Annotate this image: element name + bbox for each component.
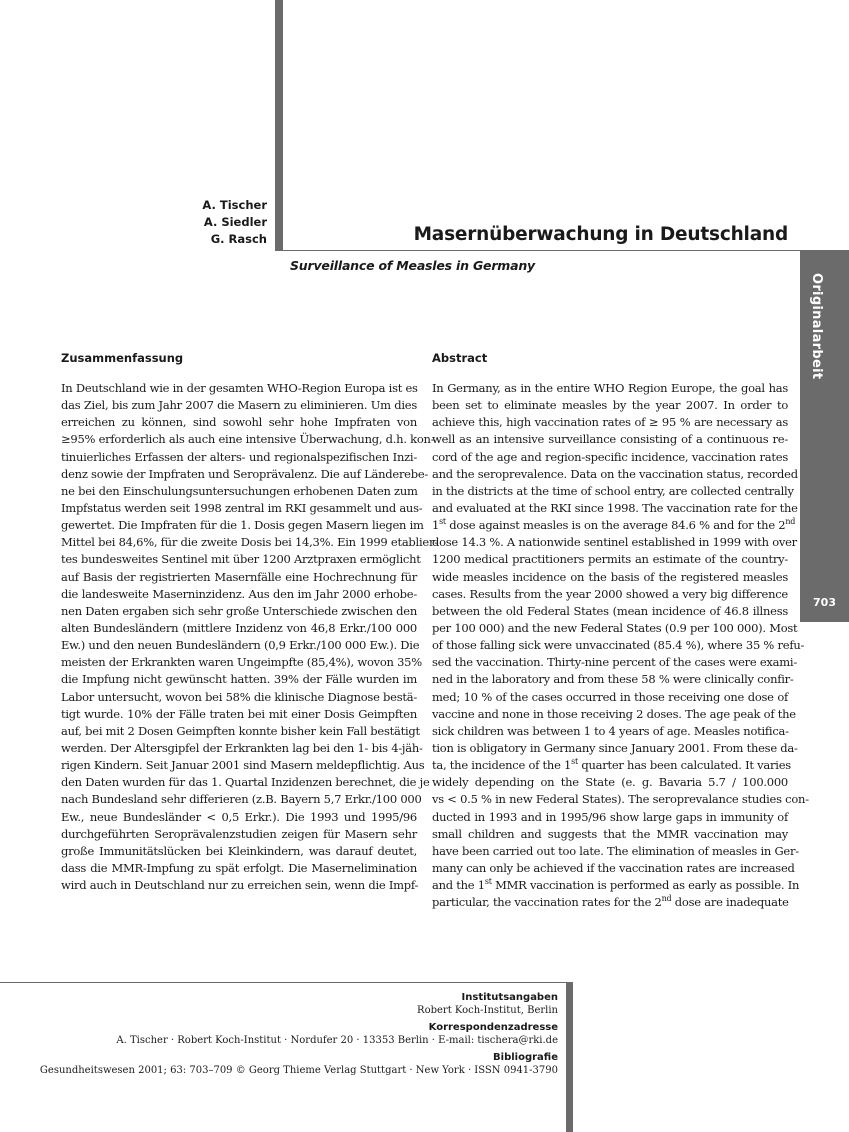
section-label: Originalarbeit bbox=[809, 273, 824, 380]
text-line: die landesweite Maserninzidenz. Aus den im Jahr 2000 erhobe- bbox=[61, 586, 417, 601]
text-line: gewertet. Die Impfraten für die 1. Dosis gegen Masern liegen im bbox=[61, 518, 424, 533]
institute-label: Institutsangaben bbox=[461, 992, 558, 1003]
text-line: den Daten wurden für das 1. Quartal Inzidenzen berechnet, die je bbox=[61, 775, 430, 790]
header-vertical-bar bbox=[275, 0, 283, 251]
footer-vertical-bar bbox=[566, 982, 573, 1132]
text-line: nach Bundesland sehr differieren (z.B. Bayern 5,7 Erkr./100 000 bbox=[61, 792, 422, 807]
article-subtitle: Surveillance of Measles in Germany bbox=[290, 258, 535, 273]
text-line: wird auch in Deutschland nur zu erreichen sein, wenn die Impf- bbox=[61, 878, 419, 893]
correspondence-text: A. Tischer · Robert Koch-Institut · Nordufer 20 · 13353 Berlin · E-mail: tischera@rki.de bbox=[116, 1034, 558, 1046]
article-title: Masernüberwachung in Deutschland bbox=[413, 224, 788, 245]
text-line: vs < 0.5 % in new Federal States). The seroprevalance studies con- bbox=[432, 792, 809, 807]
institute-text: Robert Koch-Institut, Berlin bbox=[417, 1004, 558, 1016]
text-line: das Ziel, bis zum Jahr 2007 die Masern zu eliminieren. Um dies bbox=[61, 398, 417, 413]
text-line: tinuierliches Erfassen der alters- und regionalspezifischen Inzi- bbox=[61, 449, 417, 464]
abstract-column bbox=[432, 350, 809, 911]
text-line: die Impfung nicht gewünscht hatten. 39% der Fälle wurden im bbox=[61, 672, 417, 687]
text-line: 1200 medical practitioners permits an estimate of the country- bbox=[432, 552, 788, 567]
text-line: alten Bundesländern (mittlere Inzidenz von 46,8 Erkr./100 000 bbox=[61, 620, 417, 635]
zusammenfassung-body bbox=[61, 380, 438, 894]
text-line: per 100 000) and the new Federal States (0.9 per 100 000). Most bbox=[432, 620, 798, 635]
text-line: achieve this, high vaccination rates of ≥ 95 % are necessary as bbox=[432, 415, 788, 430]
header-rule bbox=[283, 250, 849, 251]
text-line: ducted in 1993 and in 1995/96 show large gaps in immunity of bbox=[432, 809, 788, 824]
footer-rule bbox=[0, 982, 566, 983]
text-line: of those falling sick were unvaccinated (85.4 %), where 35 % refu- bbox=[432, 638, 805, 653]
text-line: große Immunitätslücken bei Kleinkindern, was darauf deutet, bbox=[61, 843, 417, 858]
text-line: Mittel bei 84,6%, für die zweite Dosis bei 14,3%. Ein 1999 etablier- bbox=[61, 535, 438, 550]
text-line: meisten der Erkrankten waren Ungeimpfte (85,4%), wovon 35% bbox=[61, 655, 422, 670]
text-line: sick children was between 1 to 4 years of age. Measles notifica- bbox=[432, 723, 789, 738]
text-line: been set to eliminate measles by the year 2007. In order to bbox=[432, 398, 788, 413]
text-line: durchgeführten Seroprävalenzstudien zeigen für Masern sehr bbox=[61, 826, 417, 841]
text-line: ≥95% erforderlich als auch eine intensive Überwachung, d.h. kon- bbox=[61, 432, 435, 447]
text-line: erreichen zu können, sind sowohl sehr hohe Impfraten von bbox=[61, 415, 417, 430]
zusammenfassung-column bbox=[61, 350, 438, 894]
text-line: well as an intensive surveillance consisting of a continuous re- bbox=[432, 432, 788, 447]
text-line: werden. Der Altersgipfel der Erkrankten lag bei den 1- bis 4-jäh- bbox=[61, 740, 423, 755]
text-line: dass die MMR-Impfung zu spät erfolgt. Die Masernelimination bbox=[61, 860, 417, 875]
text-line: In Deutschland wie in der gesamten WHO-Region Europa ist es bbox=[61, 381, 418, 395]
text-line: widely depending on the State (e. g. Bavaria 5.7 / 100.000 bbox=[432, 775, 788, 790]
author: A. Tischer bbox=[202, 198, 267, 212]
text-line: many can only be achieved if the vaccination rates are increased bbox=[432, 860, 795, 875]
text-line: Ew., neue Bundesländer < 0,5 Erkr.). Die 1993 und 1995/96 bbox=[61, 809, 417, 824]
text-line: auf Basis der registrierten Masernfälle eine Hochrechnung für bbox=[61, 569, 417, 584]
text-line: cases. Results from the year 2000 showed a very big difference bbox=[432, 586, 788, 601]
text-line: ta, the incidence of the 1st quarter has been calculated. It varies bbox=[432, 757, 791, 773]
abstract-heading: Abstract bbox=[432, 351, 488, 365]
article-info-footer bbox=[40, 992, 558, 1082]
text-line: Ew.) und den neuen Bundesländern (0,9 Erkr./100 000 Ew.). Die bbox=[61, 638, 420, 653]
text-line: In Germany, as in the entire WHO Region Europe, the goal has bbox=[432, 381, 788, 395]
section-side-tab bbox=[800, 251, 849, 622]
text-line: and the 1st MMR vaccination is performed as early as possible. In bbox=[432, 877, 800, 893]
text-line: 1st dose against measles is on the average 84.6 % and for the 2nd bbox=[432, 517, 796, 533]
text-line: vaccine and none in those receiving 2 doses. The age peak of the bbox=[432, 706, 796, 721]
text-line: Impfstatus werden seit 1998 zentral im RKI gesammelt und aus- bbox=[61, 500, 423, 515]
bibliography-text: Gesundheitswesen 2001; 63: 703–709 © Georg Thieme Verlag Stuttgart · New York · ISSN 0941-3790 bbox=[39, 1064, 558, 1076]
page-number: 703 bbox=[813, 596, 836, 609]
text-line: in the districts at the time of school entry, are collected centrally bbox=[432, 483, 794, 498]
text-line: sed the vaccination. Thirty-nine percent of the cases were exami- bbox=[432, 655, 797, 670]
text-line: small children and suggests that the MMR vaccination may bbox=[432, 826, 788, 841]
text-line: nen Daten ergaben sich sehr große Unterschiede zwischen den bbox=[61, 603, 417, 618]
text-line: denz sowie der Impfraten und Seroprävalenz. Die auf Länderebe- bbox=[61, 466, 429, 481]
author: G. Rasch bbox=[210, 232, 267, 246]
text-line: rigen Kindern. Seit Januar 2001 sind Masern meldepflichtig. Aus bbox=[61, 758, 425, 773]
text-line: particular, the vaccination rates for the 2nd dose are inadequate bbox=[432, 894, 789, 910]
zusammenfassung-heading: Zusammenfassung bbox=[61, 351, 184, 365]
text-line: tes bundesweites Sentinel mit über 1200 Arztpraxen ermöglicht bbox=[61, 552, 421, 567]
text-line: ne bei den Einschulungsuntersuchungen erhobenen Daten zum bbox=[61, 483, 418, 498]
abstract-body bbox=[432, 380, 809, 911]
text-line: dose 14.3 %. A nationwide sentinel established in 1999 with over bbox=[432, 535, 797, 550]
text-line: and the seroprevalence. Data on the vaccination status, recorded bbox=[432, 466, 798, 481]
correspondence-label: Korrespondenzadresse bbox=[428, 1022, 558, 1033]
text-line: tion is obligatory in Germany since January 2001. From these da- bbox=[432, 740, 798, 755]
text-line: ned in the laboratory and from these 58 % were clinically confir- bbox=[432, 672, 794, 687]
text-line: between the old Federal States (mean incidence of 46.8 illness bbox=[432, 603, 788, 618]
text-line: tigt wurde. 10% der Fälle traten bei mit einer Dosis Geimpften bbox=[61, 706, 417, 721]
bibliography-label: Bibliografie bbox=[493, 1052, 558, 1063]
text-line: wide measles incidence on the basis of the registered measles bbox=[432, 569, 788, 584]
text-line: auf, bei mit 2 Dosen Geimpften konnte bisher kein Fall bestätigt bbox=[61, 723, 420, 738]
text-line: Labor untersucht, wovon bei 58% die klinische Diagnose bestä- bbox=[61, 689, 417, 704]
text-line: have been carried out too late. The elimination of measles in Ger- bbox=[432, 843, 799, 858]
text-line: cord of the age and region-specific incidence, vaccination rates bbox=[432, 449, 788, 464]
text-line: and evaluated at the RKI since 1998. The vaccination rate for the bbox=[432, 500, 798, 515]
author: A. Siedler bbox=[203, 215, 267, 229]
text-line: med; 10 % of the cases occurred in those receiving one dose of bbox=[432, 689, 788, 704]
author-list bbox=[202, 197, 267, 248]
